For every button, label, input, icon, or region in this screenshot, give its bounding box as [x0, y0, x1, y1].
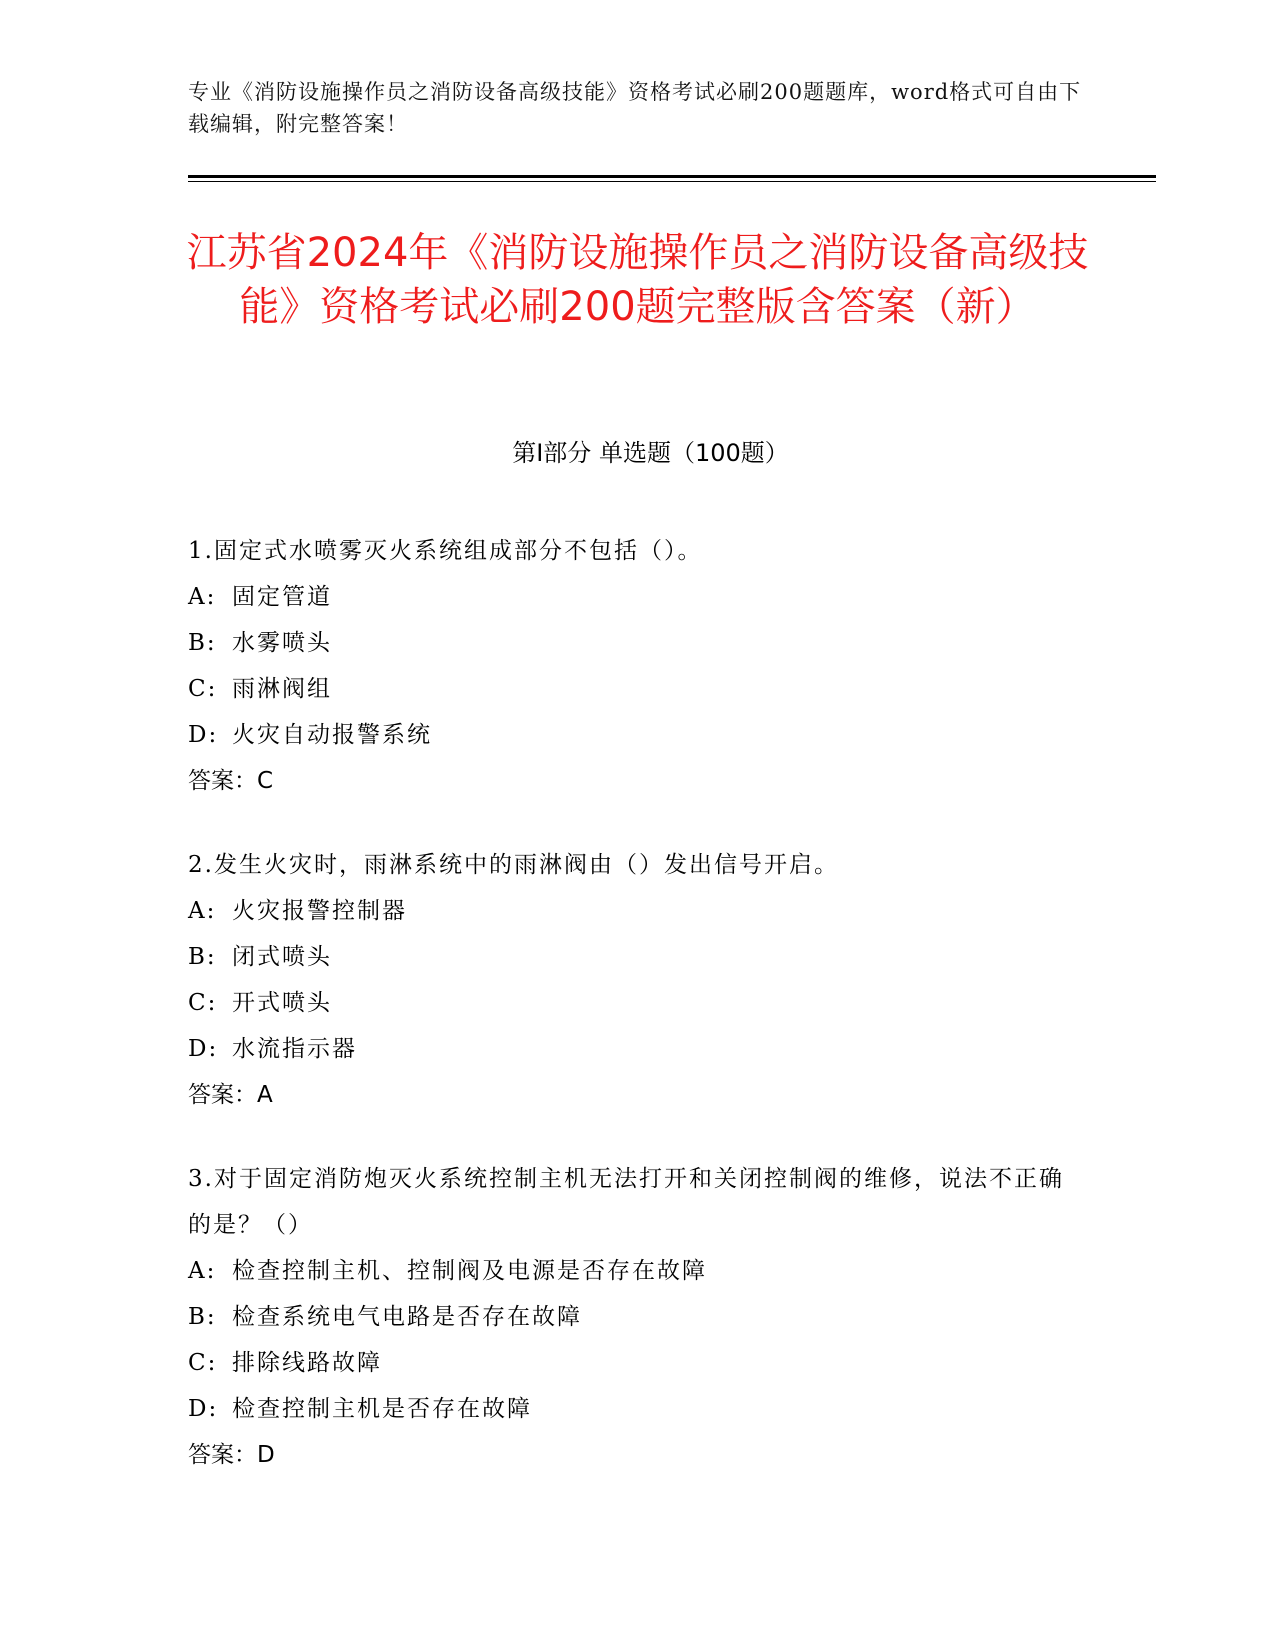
- option-row: [188, 712, 1088, 758]
- option-text: 检查系统电气电路是否存在故障: [232, 1304, 582, 1330]
- option-row: [188, 1248, 1088, 1294]
- option-letter: B:: [188, 630, 217, 656]
- option-row: [188, 1026, 1088, 1072]
- option-letter: D:: [188, 722, 219, 748]
- option-letter: A:: [188, 584, 217, 610]
- question-stem: 1.固定式水喷雾灭火系统组成部分不包括（）。: [188, 538, 703, 564]
- option-letter: C:: [188, 676, 218, 702]
- question-list: [188, 528, 1088, 1516]
- option-text: 水雾喷头: [232, 630, 332, 656]
- question-item: [188, 1156, 1088, 1478]
- header-note: 专业《消防设施操作员之消防设备高级技能》资格考试必刷200题题库，word格式可自由下载编辑，附完整答案！: [188, 80, 1082, 136]
- option-letter: C:: [188, 990, 218, 1016]
- option-row: [188, 1340, 1088, 1386]
- option-row: [188, 1386, 1088, 1432]
- question-item: [188, 528, 1088, 804]
- option-row: [188, 1294, 1088, 1340]
- question-stem: 3.对于固定消防炮灭火系统控制主机无法打开和关闭控制阀的维修，说法不正确的是？（）: [188, 1166, 1064, 1238]
- question-item: [188, 842, 1088, 1118]
- option-letter: D:: [188, 1396, 219, 1422]
- option-letter: A:: [188, 1258, 217, 1284]
- option-row: [188, 574, 1088, 620]
- option-text: 雨淋阀组: [232, 676, 332, 702]
- option-row: [188, 980, 1088, 1026]
- option-letter: A:: [188, 898, 217, 924]
- answer-line: 答案：C: [188, 768, 274, 794]
- header-divider-thick: [188, 175, 1156, 178]
- document-title: 江苏省2024年《消防设施操作员之消防设备高级技能》资格考试必刷200题完整版含答案（新）: [186, 230, 1089, 330]
- option-text: 闭式喷头: [232, 944, 332, 970]
- option-row: [188, 620, 1088, 666]
- option-text: 开式喷头: [232, 990, 332, 1016]
- option-letter: D:: [188, 1036, 219, 1062]
- question-stem: 2.发生火灾时，雨淋系统中的雨淋阀由（）发出信号开启。: [188, 852, 839, 878]
- option-text: 检查控制主机是否存在故障: [232, 1396, 532, 1422]
- header-divider-thin: [188, 181, 1156, 182]
- option-text: 火灾自动报警系统: [232, 722, 432, 748]
- option-text: 排除线路故障: [232, 1350, 382, 1376]
- option-row: [188, 888, 1088, 934]
- option-letter: B:: [188, 944, 217, 970]
- option-text: 检查控制主机、控制阀及电源是否存在故障: [232, 1258, 707, 1284]
- option-text: 固定管道: [232, 584, 332, 610]
- option-letter: C:: [188, 1350, 218, 1376]
- option-row: [188, 934, 1088, 980]
- option-row: [188, 666, 1088, 712]
- section-title: 第Ⅰ部分 单选题（100题）: [512, 439, 789, 467]
- answer-line: 答案：D: [188, 1442, 275, 1468]
- option-letter: B:: [188, 1304, 217, 1330]
- option-text: 水流指示器: [232, 1036, 357, 1062]
- answer-line: 答案：A: [188, 1082, 273, 1108]
- option-text: 火灾报警控制器: [232, 898, 407, 924]
